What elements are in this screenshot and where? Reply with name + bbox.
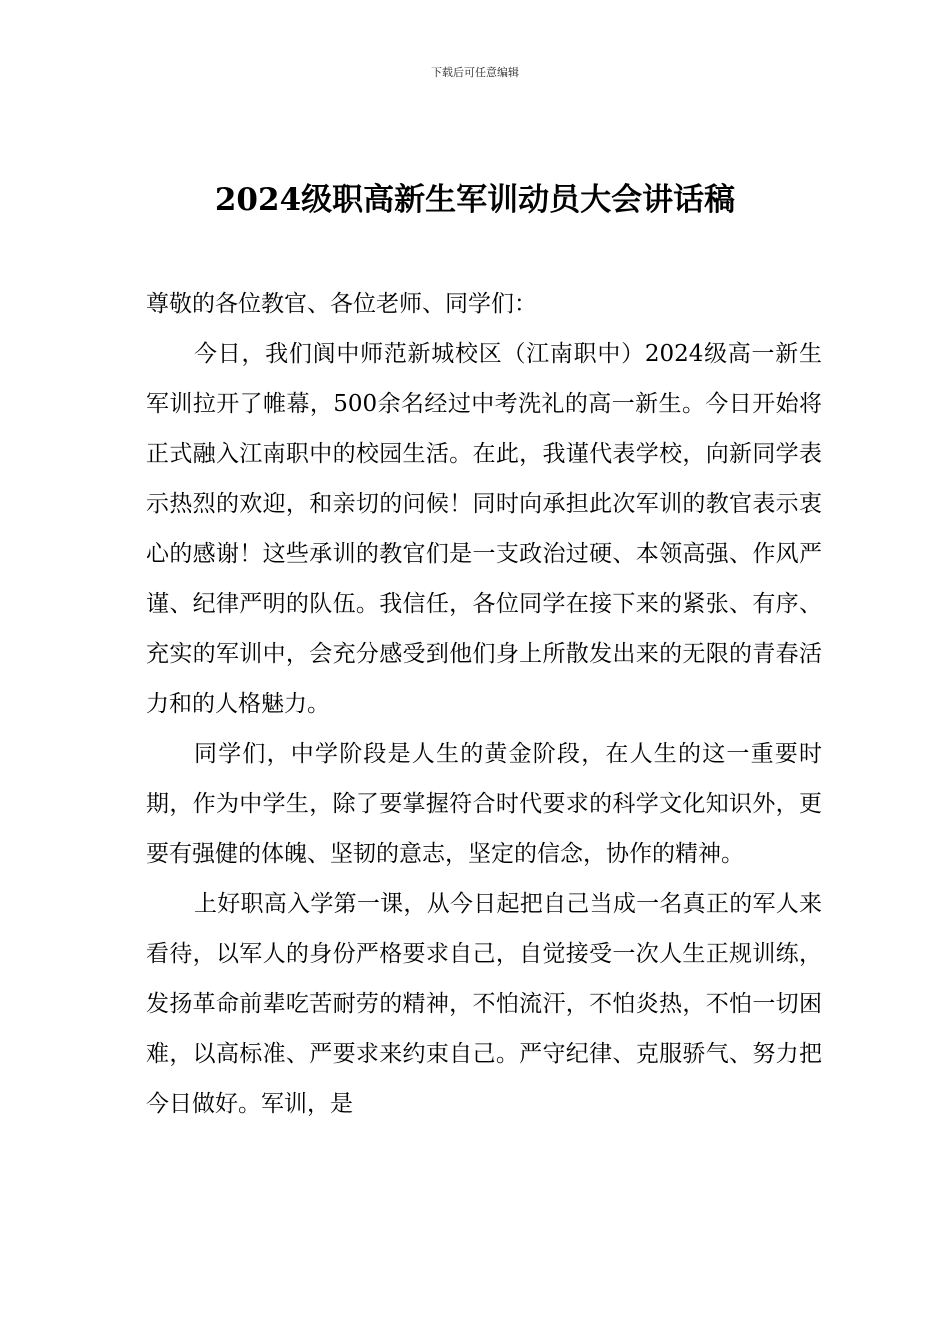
paragraph-first-lesson: 上好职高入学第一课，从今日起把自己当成一名真正的军人来看待，以军人的身份严格要求自己，自觉接受一次人生正规训练，发扬革命前辈吃苦耐劳的精神，不怕流汗，不怕炎热，不怕一切困难，以高标准、严要求来约束自己。严守纪律、克服骄气、努力把今日做好。军训，是 [146,891,822,1117]
header-note: 下载后可任意编辑 [431,66,519,79]
salutation: 尊敬的各位教官、各位老师、同学们： [146,291,537,317]
paragraph-golden-stage: 同学们，中学阶段是人生的黄金阶段，在人生的这一重要时期，作为中学生，除了要掌握符合时代要求的科学文化知识外，更要有强健的体魄、坚韧的意志，坚定的信念，协作的精神。 [146,741,822,867]
document-body [146,279,822,1129]
document-title: 2024级职高新生军训动员大会讲话稿 [214,182,736,218]
paragraph-welcome: 今日，我们阆中师范新城校区（江南职中）2024级高一新生军训拉开了帷幕，500余名经过中考洗礼的高一新生。今日开始将正式融入江南职中的校园生活。在此，我谨代表学校，向新同学表示热烈的欢迎，和亲切的问候！同时向承担此次军训的教官表示衷心的感谢！这些承训的教官们是一支政治过硬、本领高强、作风严谨、纪律严明的队伍。我信任，各位同学在接下来的紧张、有序、充实的军训中，会充分感受到他们身上所散发出来的无限的青春活力和的人格魅力。 [146,341,822,717]
